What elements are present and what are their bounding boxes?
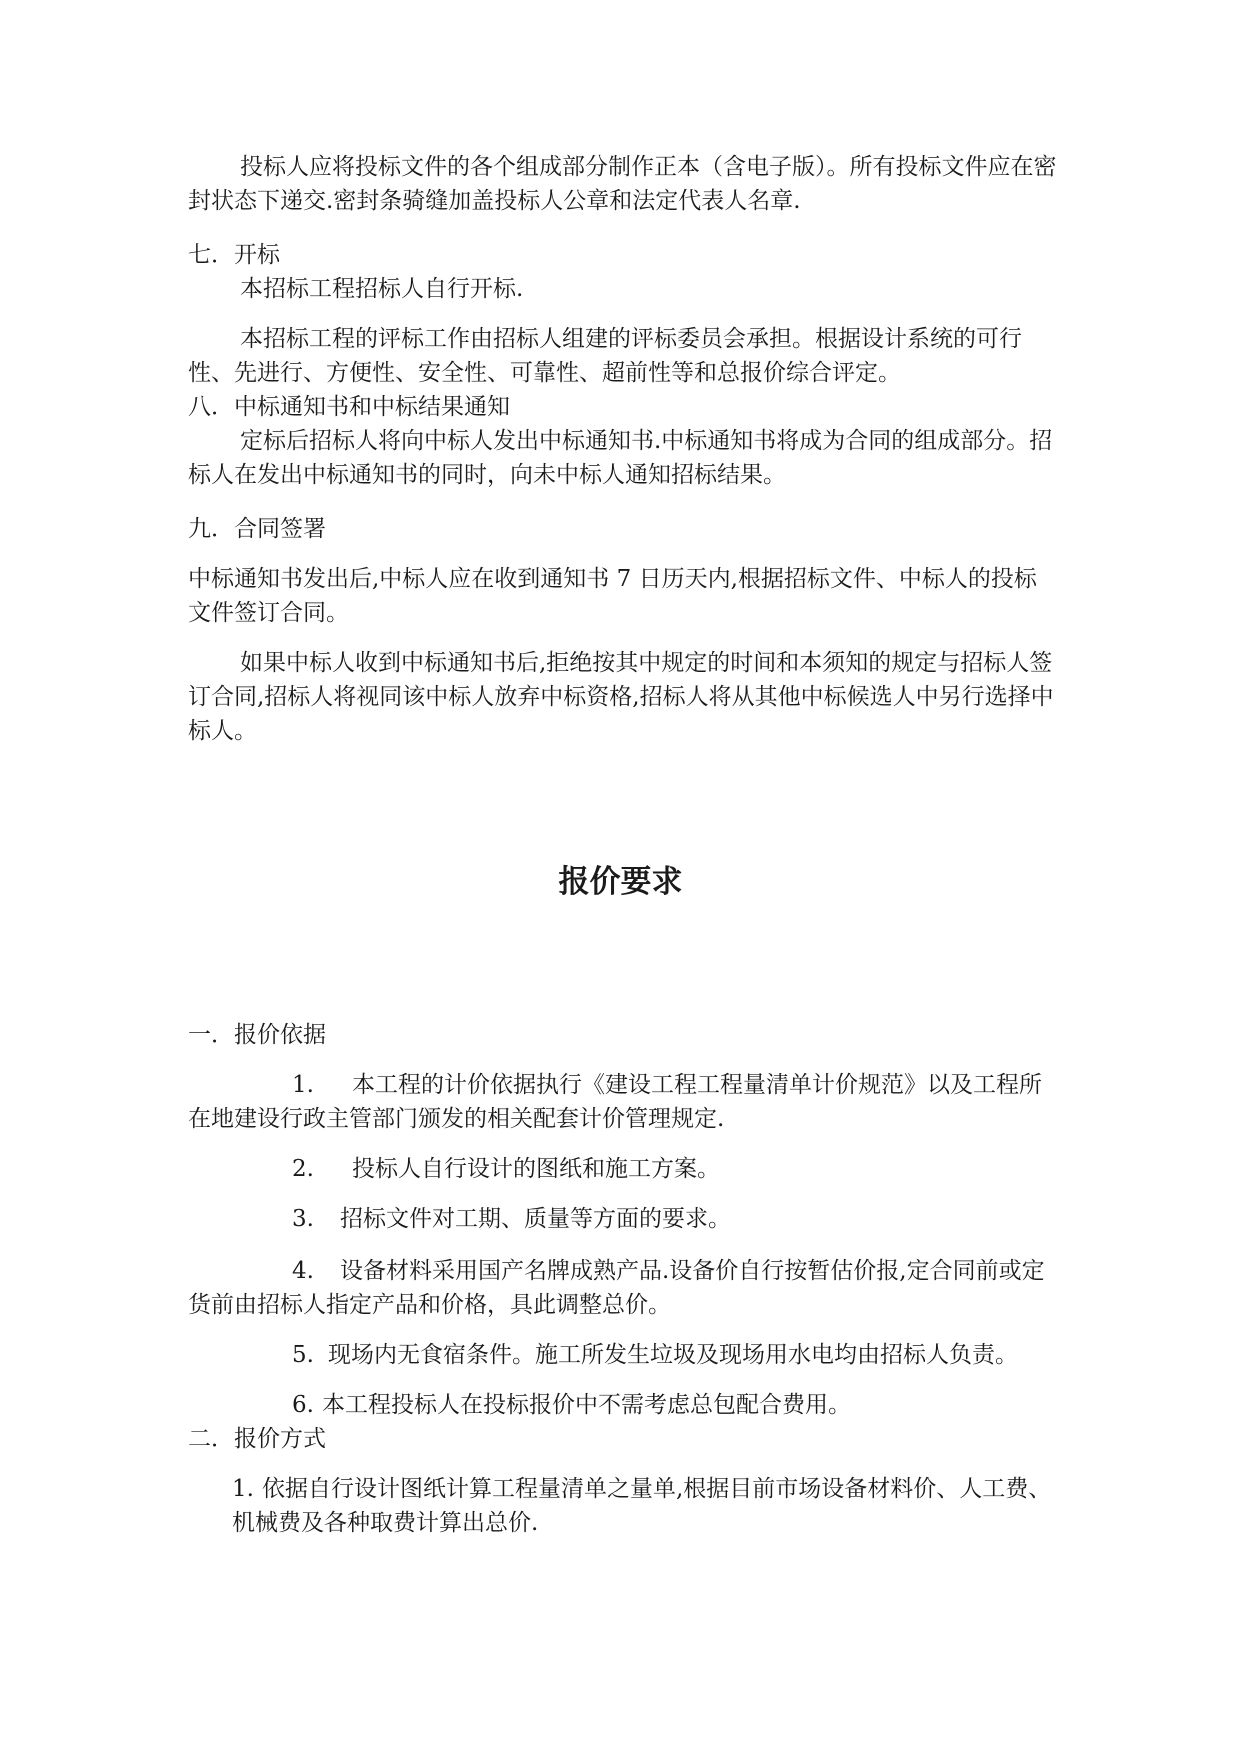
paragraph-bid-opening: 本招标工程招标人自行开标. [240,276,524,302]
heading-quote-method: 二．报价方式 [188,1426,326,1452]
list-item-text: 依据自行设计图纸计算工程量清单之量单,根据目前市场设备材料价、人工费、机械费及各种取费计算出总价. [232,1476,1052,1536]
paragraph-award-refusal: 如果中标人收到中标通知书后,拒绝按其中规定的时间和本须知的规定与招标人签订合同,招标人将视同该中标人放弃中标资格,招标人将从其他中标候选人中另行选择中标人。 [188,650,1054,744]
list-item [188,1202,1058,1236]
list-item-number: 4. [292,1258,314,1284]
heading-contract-signing: 九．合同签署 [188,516,326,542]
list-item-text: 本工程的计价依据执行《建设工程工程量清单计价规范》以及工程所在地建设行政主管部门颁发的相关配套计价管理规定. [188,1072,1042,1132]
list-item-number: 1. [292,1072,314,1098]
list-item-text: 设备材料采用国产名牌成熟产品.设备价自行按暂估价报,定合同前或定货前由招标人指定产品和价格，具此调整总价。 [188,1258,1045,1318]
paragraph-bid-sealing: 投标人应将投标文件的各个组成部分制作正本（含电子版）。所有投标文件应在密封状态下递交.密封条骑缝加盖投标人公章和法定代表人名章. [188,154,1057,214]
list-item-number: 1. [232,1476,254,1502]
heading-award-notice: 八．中标通知书和中标结果通知 [188,394,510,420]
list-item [188,1338,1058,1372]
list-item-number: 3. [292,1206,314,1232]
paragraph-evaluation: 本招标工程的评标工作由招标人组建的评标委员会承担。根据设计系统的可行性、先进行、方便性、安全性、可靠性、超前性等和总报价综合评定。 [188,326,1022,386]
list-item [232,1472,1058,1540]
list-item-number: 2. [292,1156,314,1182]
list-item-text: 投标人自行设计的图纸和施工方案。 [351,1156,720,1182]
list-item [188,1388,1058,1422]
heading-bid-opening: 七．开标 [188,242,280,268]
list-item-text: 招标文件对工期、质量等方面的要求。 [339,1206,731,1232]
paragraph-contract-signing: 中标通知书发出后,中标人应在收到通知书 7 日历天内,根据招标文件、中标人的投标文件签订合同。 [188,566,1037,626]
list-item [188,1152,1058,1186]
list-item-number: 6. [292,1392,314,1418]
paragraph-award-notice: 定标后招标人将向中标人发出中标通知书.中标通知书将成为合同的组成部分。招标人在发出中标通知书的同时，向未中标人通知招标结果。 [188,428,1053,488]
list-item [188,1254,1058,1322]
list-item-number: 5. [292,1342,314,1368]
list-item-text: 现场内无食宿条件。施工所发生垃圾及现场用水电均由招标人负责。 [327,1342,1018,1368]
heading-quote-basis: 一．报价依据 [188,1022,326,1048]
list-item [188,1068,1058,1136]
page-title: 报价要求 [558,864,683,900]
list-item-text: 本工程投标人在投标报价中不需考虑总包配合费用。 [321,1392,851,1418]
